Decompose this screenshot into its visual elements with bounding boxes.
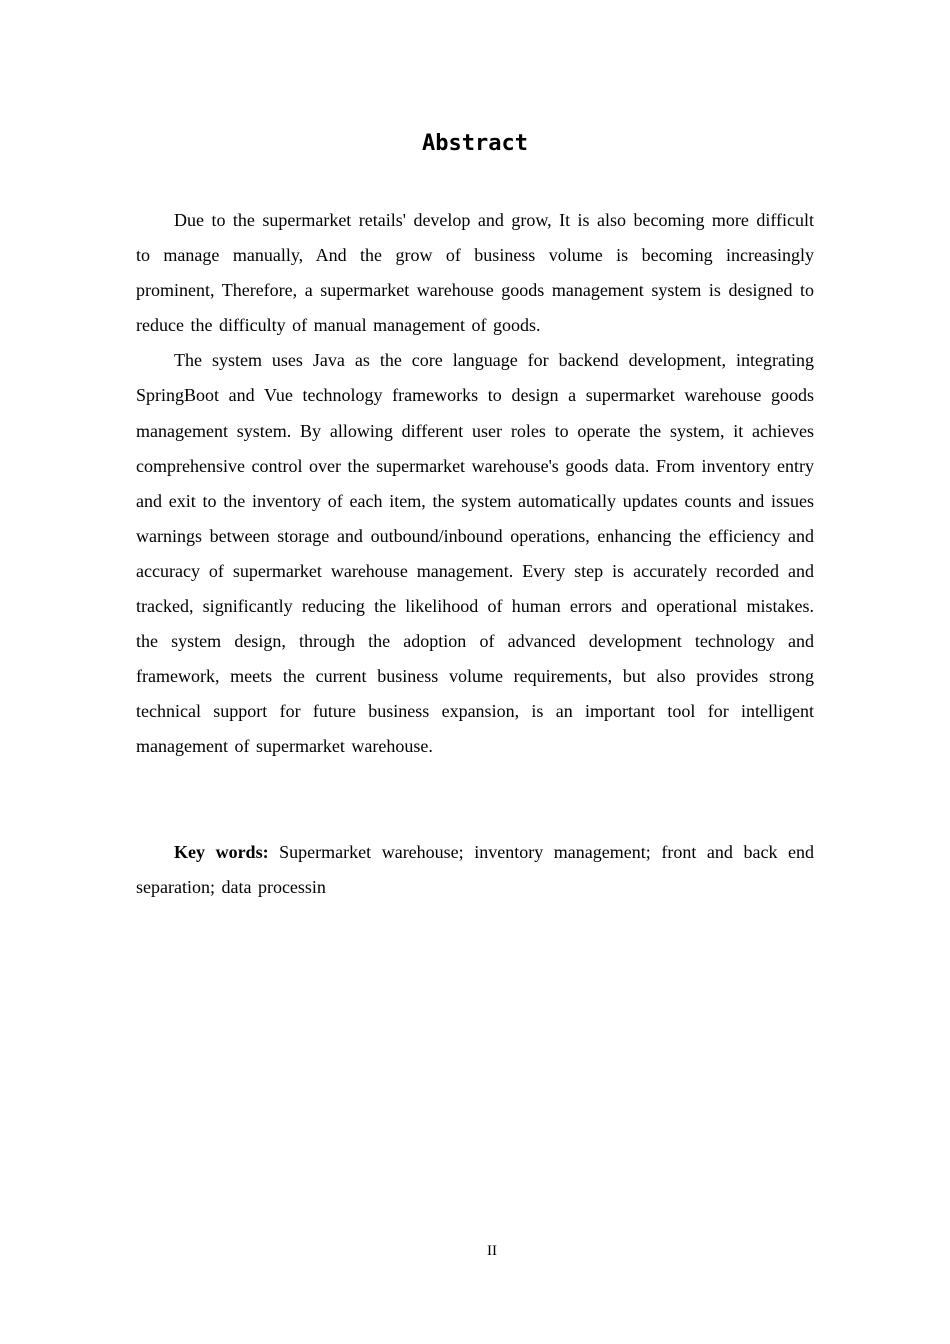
page-number: II [487, 1243, 497, 1259]
keywords-text: Supermarket warehouse; inventory management; front and back end separation; data processin [136, 842, 815, 897]
keywords-label: Key words: [174, 842, 269, 862]
abstract-body [136, 203, 814, 765]
keywords-line [136, 835, 814, 905]
abstract-title: Abstract [422, 131, 528, 156]
abstract-paragraph-2: The system uses Java as the core language for backend development, integrating SpringBoot and Vue technology frameworks to design a supermarket warehouse goods management system. By allowing different user roles to operate the system, it achieves comprehensive control over the supermarket warehouse's goods data. From inventory entry and exit to the inventory of each item, the system automatically updates counts and issues warnings between storage and outbound/inbound operations, enhancing the efficiency and accuracy of supermarket warehouse management. Every step is accurately recorded and tracked, significantly reducing the likelihood of human errors and operational mistakes. the system design, through the adoption of advanced development technology and framework, meets the current business volume requirements, but also provides strong technical support for future business expansion, is an important tool for intelligent management of supermarket warehouse. [136, 350, 814, 757]
abstract-paragraph-1: Due to the supermarket retails' develop and grow, It is also becoming more difficult to manage manually, And the grow of business volume is becoming increasingly prominent, Therefore, a supermarket warehouse goods management system is designed to reduce the difficulty of manual management of goods. [136, 210, 814, 336]
